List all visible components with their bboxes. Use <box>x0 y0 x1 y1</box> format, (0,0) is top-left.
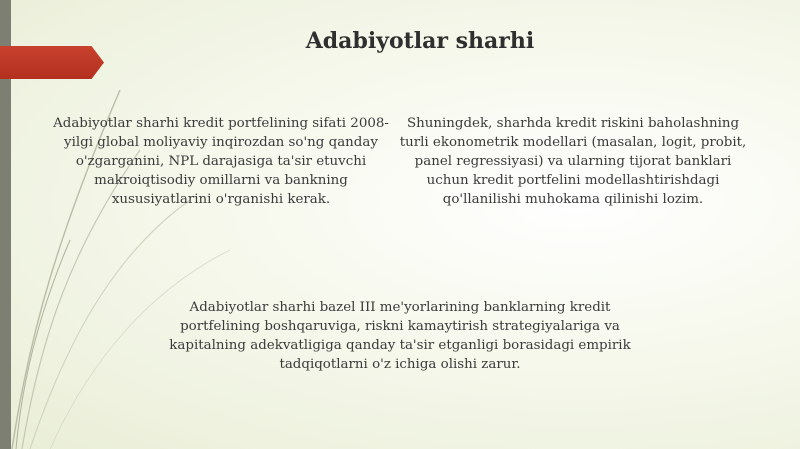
slide-title: Adabiyotlar sharhi <box>305 28 535 54</box>
paragraph-right: Shuningdek, sharhda kredit riskini baholashning turli ekonometrik modellari (masalan, logit, probit, panel regressiyasi) va ularning tijorat banklari uchun kredit portfelini modellashtirishdagi qo'llanilishi muhokama qilinishi lozim. <box>399 116 747 207</box>
red-accent-arrow <box>0 46 104 79</box>
paragraph-bottom: Adabiyotlar sharhi bazel III me'yorlarining banklarning kredit portfelining boshqaruviga, riskni kamaytirish strategiyalariga va kapitalning adekvatligiga qanday ta'sir etganligi borasidagi empirik tadqiqotlarni o'z ichiga olishi zarur. <box>169 300 631 372</box>
paragraph-left: Adabiyotlar sharhi kredit portfelining sifati 2008-yilgi global moliyaviy inqirozdan so'ng qanday o'zgarganini, NPL darajasiga ta'sir etuvchi makroiqtisodiy omillarni va bankning xususiyatlarini o'rganishi kerak. <box>53 116 389 207</box>
